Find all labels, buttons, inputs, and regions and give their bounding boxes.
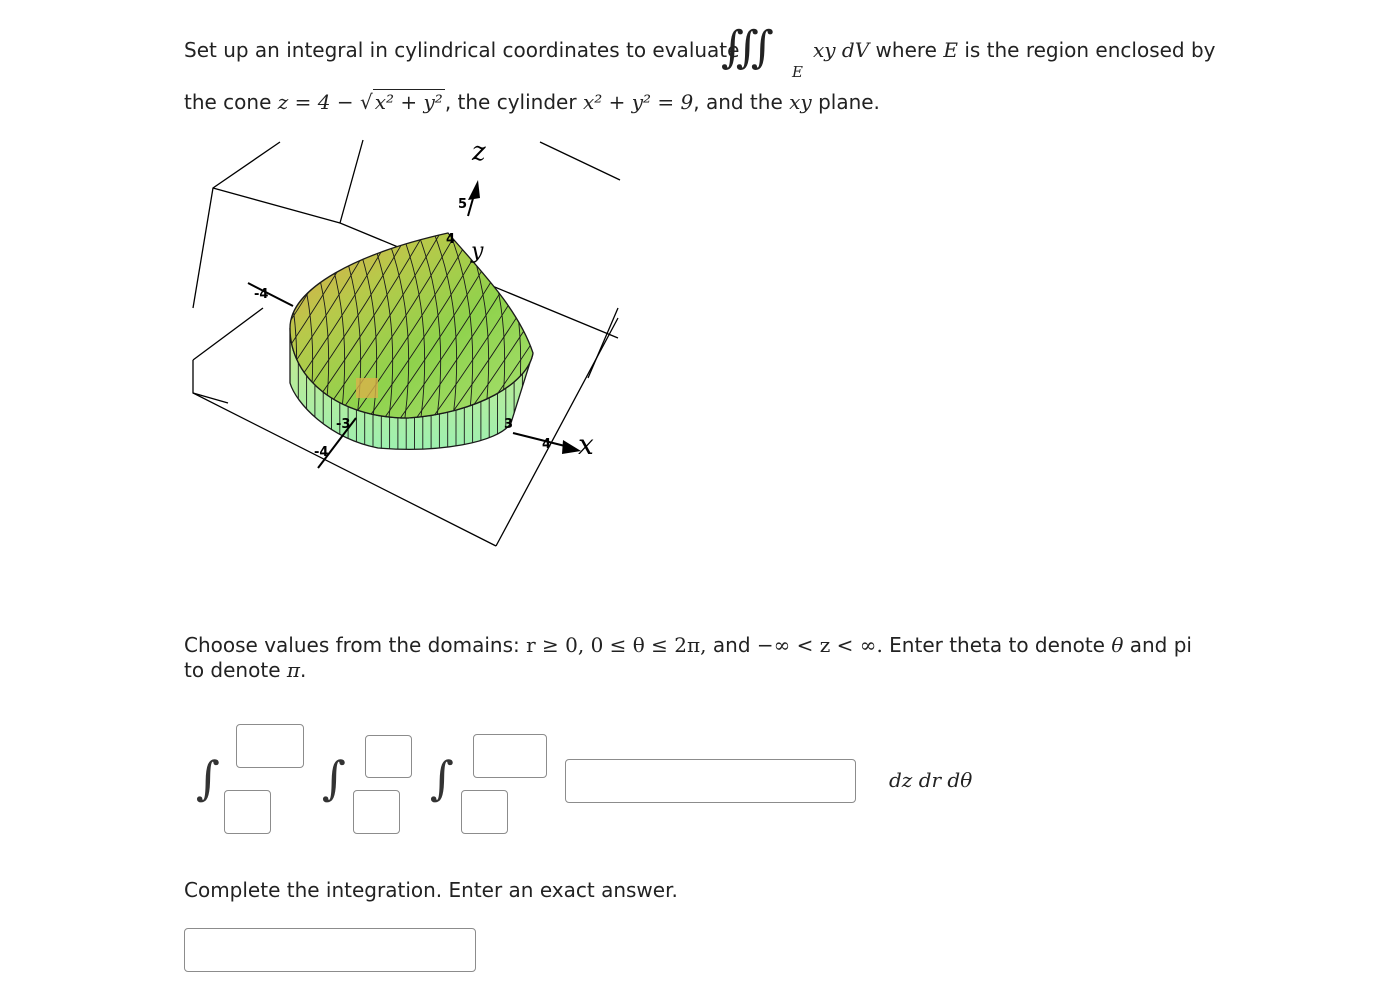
integrand: xy dV <box>813 38 870 62</box>
inner-lower-limit-input[interactable] <box>461 790 508 834</box>
x-axis-label: x <box>578 428 594 461</box>
outer-upper-limit-input[interactable] <box>236 724 304 768</box>
plane-text: plane. <box>818 90 880 114</box>
x-tick-4: 4 <box>542 437 552 452</box>
question-line-1 <box>184 37 739 63</box>
mesh-line <box>178 223 254 438</box>
integrand-input[interactable] <box>565 759 856 803</box>
mesh-line <box>178 223 302 438</box>
triple-integral-signs: ∫∫∫ <box>721 22 766 73</box>
sqrt-sign: √ <box>359 90 373 114</box>
mesh-line <box>526 223 553 438</box>
plane-var: xy <box>789 90 812 114</box>
y-tick-neg4: -4 <box>254 287 269 302</box>
and-text: and <box>712 633 751 657</box>
inner-upper-limit-input[interactable] <box>473 734 547 778</box>
mesh-line <box>574 223 601 438</box>
inner-integral-sign: ∫ <box>430 751 454 805</box>
y-axis-label: y <box>471 239 484 264</box>
mesh-line <box>238 223 265 438</box>
mesh-line <box>514 223 638 438</box>
mesh-line <box>530 223 638 438</box>
middle-integral-sign: ∫ <box>322 751 346 805</box>
z-tick-4: 4 <box>446 232 456 247</box>
enter-theta-text: Enter theta to denote <box>889 633 1105 657</box>
instructions-prefix: Choose values from the domains: <box>184 633 520 657</box>
region-3d-plot <box>178 128 638 558</box>
and-the-text: , and the <box>693 90 783 114</box>
x-tick-3: 3 <box>504 417 514 432</box>
question-line-1-rest <box>813 37 1216 63</box>
z-tick-5: 5 <box>458 197 468 212</box>
mesh-line <box>178 223 270 438</box>
mesh-line <box>178 223 190 438</box>
mesh-line <box>190 223 217 438</box>
x-tick-neg4: -4 <box>314 445 329 460</box>
mesh-line <box>254 223 281 438</box>
domains: r ≥ 0, 0 ≤ θ ≤ 2π, <box>526 633 707 657</box>
instructions-line-1 <box>184 632 1192 658</box>
pi-symbol: π <box>286 658 301 682</box>
question-suffix: is the region enclosed by <box>964 38 1216 62</box>
question-prefix: Set up an integral in cylindrical coordinates to evaluate <box>184 38 740 62</box>
differentials: dz dr dθ <box>889 768 973 792</box>
mesh-line <box>222 223 249 438</box>
middle-lower-limit-input[interactable] <box>353 790 400 834</box>
region-letter: E <box>943 38 958 62</box>
z-axis-arrowhead <box>468 180 480 200</box>
cone-label: the cone <box>184 90 272 114</box>
question-line-2 <box>184 89 880 115</box>
cone-sqrt-body: x² + y² <box>374 90 443 114</box>
and-pi-text: and pi <box>1129 633 1192 657</box>
cylinder-label: , the cylinder <box>444 90 577 114</box>
to-denote-text: to denote <box>184 658 281 682</box>
mesh-line <box>178 223 222 438</box>
mesh-line <box>178 223 238 438</box>
middle-upper-limit-input[interactable] <box>365 735 412 778</box>
instructions-line-2: to denote π. <box>184 658 307 682</box>
theta-symbol: θ <box>1111 633 1124 657</box>
z-axis-label: z <box>472 137 486 167</box>
final-answer-input[interactable] <box>184 928 476 972</box>
mesh-line <box>590 223 617 438</box>
mesh-line <box>178 223 185 438</box>
y-tick-neg3: -3 <box>336 417 351 432</box>
z-domain: −∞ < z < ∞. <box>756 633 883 657</box>
cylinder-eq: x² + y² = 9 <box>582 90 694 114</box>
outer-integral-sign: ∫ <box>196 751 220 805</box>
where-text: where <box>875 38 937 62</box>
completion-prompt: Complete the integration. Enter an exact answer. <box>184 878 678 902</box>
cone-eq-left: z = 4 − <box>277 90 354 114</box>
mesh-line <box>542 223 569 438</box>
region-subscript: E <box>792 63 803 81</box>
mesh-line <box>178 223 201 438</box>
outer-lower-limit-input[interactable] <box>224 790 271 834</box>
highlight-patch <box>356 378 378 398</box>
